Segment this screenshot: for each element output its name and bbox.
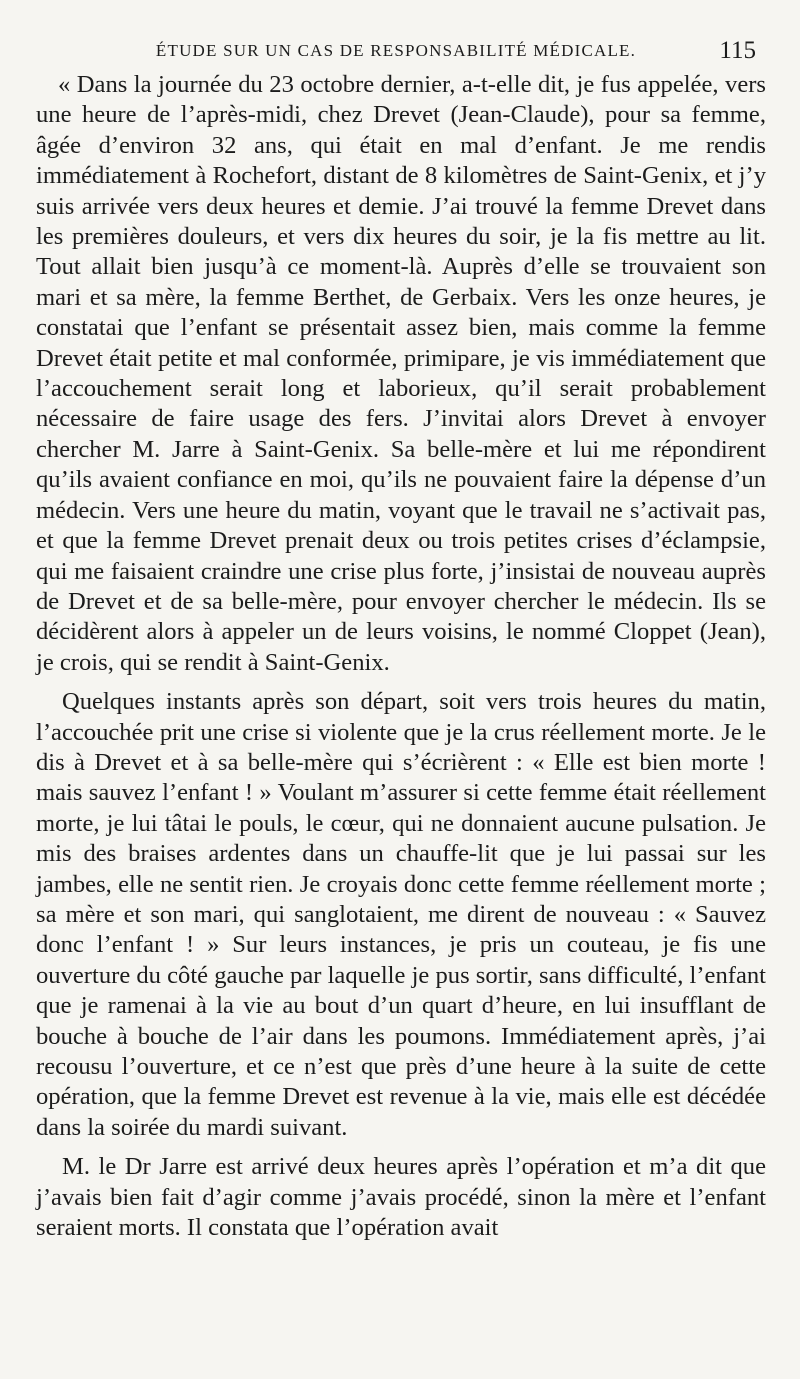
page-header <box>36 38 756 64</box>
page-number: 115 <box>719 37 756 64</box>
paragraph-doctor-arrival: M. le Dr Jarre est arrivé deux heures après l’opération et m’a dit que j’avais bien fait d’agir comme j’avais procédé, sinon la mère et l’enfant seraient morts. Il constata que l’opération avait <box>36 1153 766 1242</box>
running-title: ÉTUDE SUR UN CAS DE RESPONSABILITÉ MÉDICALE. <box>155 41 637 60</box>
paragraph-testimony-start: « Dans la journée du 23 octobre dernier, a-t-elle dit, je fus appelée, vers une heure de l’après-midi, chez Drevet (Jean-Claude), pour sa femme, âgée d’environ 32 ans, qui était en mal d’enfant. Je me rendis immédiatement à Rochefort, distant de 8 kilomètres de Saint-Genix, et j’y suis arrivée vers deux heures et demie. J’ai trouvé la femme Drevet dans les premières douleurs, et vers dix heures du soir, je la fis mettre au lit. Tout allait bien jusqu’à ce moment-là. Auprès d’elle se trouvaient son mari et sa mère, la femme Berthet, de Gerbaix. Vers les onze heures, je constatai que l’enfant se présentait assez bien, mais comme la femme Drevet était petite et mal conformée, primipare, je vis immédiatement que l’accouchement serait long et laborieux, qu’il serait probablement nécessaire de faire usage des fers. J’invitai alors Drevet à envoyer chercher M. Jarre à Saint-Genix. Sa belle-mère et lui me répondirent qu’ils avaient confiance en moi, qu’ils ne pouvaient faire la dépense d’un médecin. Vers une heure du matin, voyant que le travail ne s’activait pas, et que la femme Drevet prenait deux ou trois petites crises d’éclampsie, qui me faisaient craindre une crise plus forte, j’insistai de nouveau auprès de Drevet et de sa belle-mère, pour envoyer chercher le médecin. Ils se décidèrent alors à appeler un de leurs voisins, le nommé Cloppet (Jean), je crois, qui se rendit à Saint-Genix. <box>36 71 766 676</box>
body-text <box>36 70 766 1243</box>
paragraph-crisis: Quelques instants après son départ, soit vers trois heures du matin, l’accouchée prit une crise si violente que je la crus réellement morte. Je le dis à Drevet et à sa belle-mère qui s’écrièrent : « Elle est bien morte ! mais sauvez l’enfant ! » Voulant m’assurer si cette femme était réellement morte, je lui tâtai le pouls, le cœur, qui ne donnaient aucune pulsation. Je mis des braises ardentes dans un chauffe-lit que je lui passai sur les jambes, elle ne sentit rien. Je croyais donc cette femme réellement morte ; sa mère et son mari, qui sanglotaient, me dirent de nouveau : « Sauvez donc l’enfant ! » Sur leurs instances, je pris un couteau, je fis une ouverture du côté gauche par laquelle je pus sortir, sans difficulté, l’enfant que je ramenai à la vie au bout d’un quart d’heure, en lui insufflant de bouche à bouche de l’air dans les poumons. Immédiatement après, j’ai recousu l’ouverture, et ce n’est que près d’une heure à la suite de cette opération, que la femme Drevet est revenue à la vie, mais elle est décédée dans la soirée du mardi suivant. <box>36 688 766 1141</box>
